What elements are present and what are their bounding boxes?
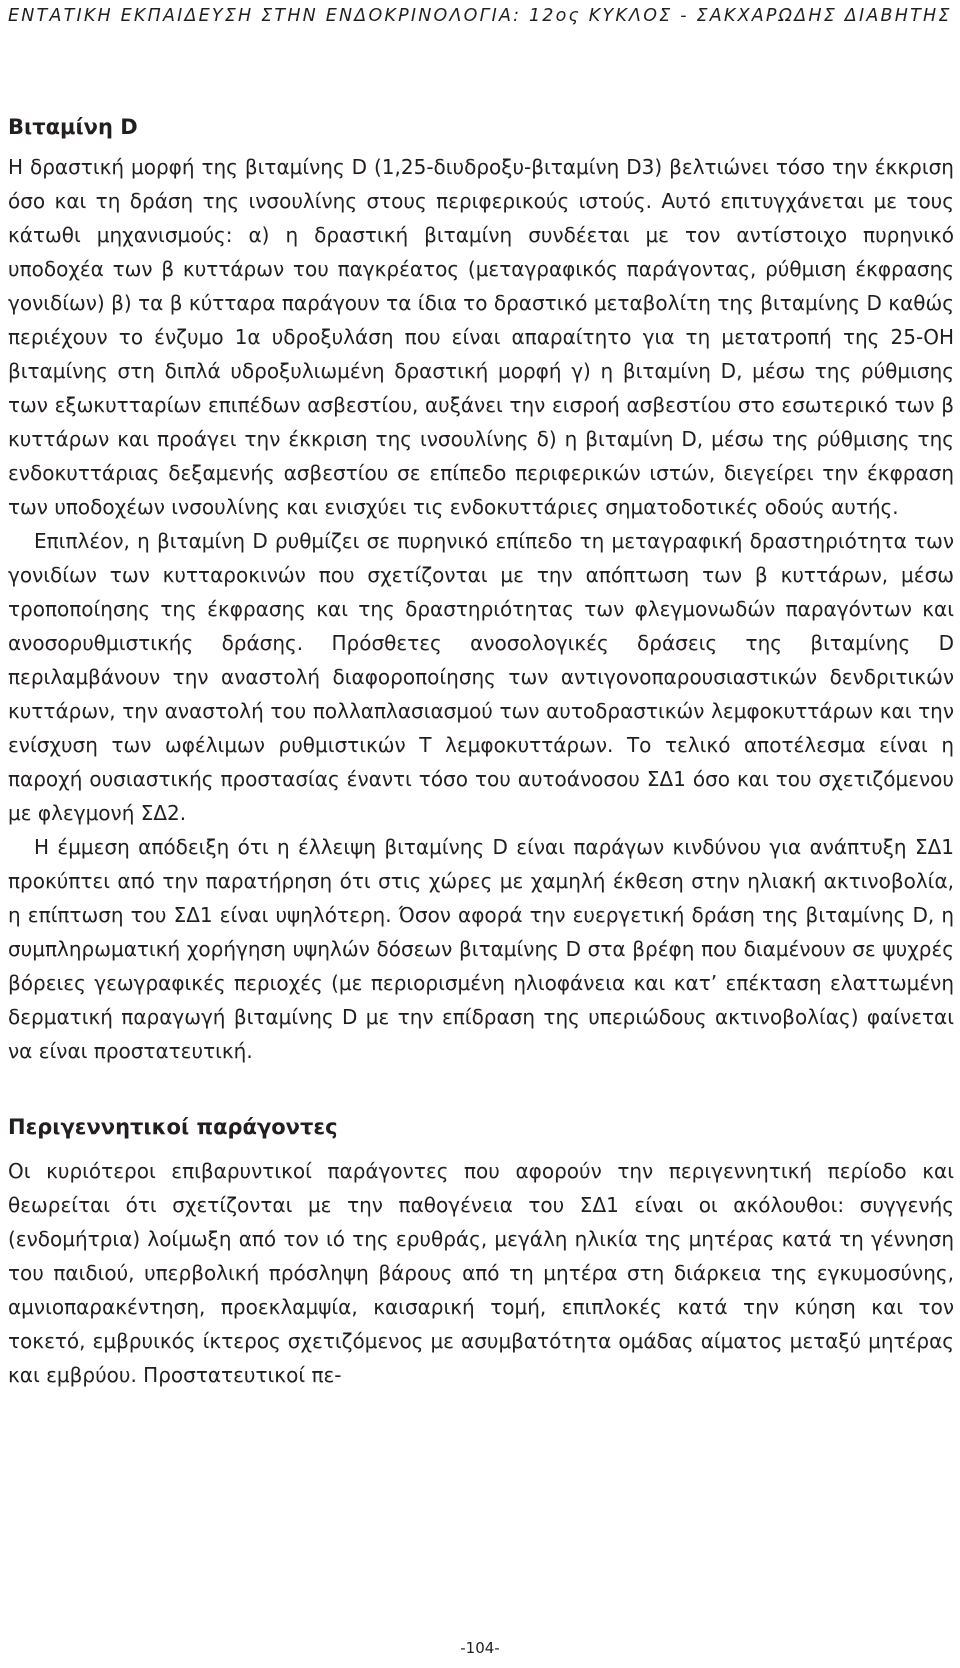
paragraph: Η έμμεση απόδειξη ότι η έλλειψη βιταμίνης D είναι παράγων κινδύνου για ανάπτυξη ΣΔ1 προκύπτει από την παρατήρηση ότι στις χώρες με χαμηλή έκθεση στην ηλιακή ακτινοβολία, η επίπτωση του ΣΔ1 είναι υψηλότερη. Όσον αφορά την ευεργετική δράση της βιταμίνης D, η συμπληρωματική χορήγηση υψηλών δόσεων βιταμίνης D στα βρέφη που διαμένουν σε ψυχρές βόρειες γεωγραφικές περιοχές (με περιορισμένη ηλιοφάνεια και κατ’ επέκταση ελαττωμένη δερματική παραγωγή βιταμίνης D με την επίδραση της υπεριώδους ακτινοβολίας) φαίνεται να είναι προστατευτική. [8, 835, 954, 1063]
section-heading-vitamin-d: Βιταμίνη D [8, 115, 138, 139]
page-number: -104- [460, 1639, 500, 1657]
section-vitamin-d [8, 112, 954, 1068]
paragraph: Η δραστική μορφή της βιταμίνης D (1,25-διυδροξυ-βιταμίνη D3) βελτιώνει τόσο την έκκριση όσο και τη δράση της ινσουλίνης στους περιφερικούς ιστούς. Αυτό επιτυγχάνεται με τους κάτωθι μηχανισμούς: α) η δραστική βιταμίνη συνδέεται με τον αντίστοιχο πυρηνικό υποδοχέα των β κυττάρων του παγκρέατος (μεταγραφικός παράγοντας, ρύθμιση έκφρασης γονιδίων) β) τα β κύτταρα παράγουν τα ίδια το δραστικό μεταβολίτη της βιταμίνης D καθώς περιέχουν το ένζυμο 1α υδροξυλάση που είναι απαραίτητο για τη μετατροπή της 25-ΟΗ βιταμίνης στη διπλά υδροξυλιωμένη δραστική μορφή γ) η βιταμίνη D, μέσω της ρύθμισης των εξωκυτταρίων επιπέδων ασβεστίου, αυξάνει την εισροή ασβεστίου στο εσωτερικό των β κυττάρων και προάγει την έκκριση της ινσουλίνης δ) η βιταμίνη D, μέσω της ρύθμισης της ενδοκυττάριας δεξαμενής ασβεστίου σε επίπεδο περιφερικών ιστών, διεγείρει την έκφραση των υποδοχέων ινσουλίνης και ενισχύει τις ενδοκυττάριες σηματοδοτικές οδούς αυτής. [8, 155, 954, 519]
paragraph: Οι κυριότεροι επιβαρυντικοί παράγοντες που αφορούν την περιγεννητική περίοδο και θεωρείται ότι σχετίζονται με την παθογένεια του ΣΔ1 είναι οι ακόλουθοι: συγγενής (ενδομήτρια) λοίμωξη από τον ιό της ερυθράς, μεγάλη ηλικία της μητέρας κατά τη γέννηση του παιδιού, υπερβολική πρόσληψη βάρους από τη μητέρα στη διάρκεια της εγκυμοσύνης, αμνιοπαρακέντηση, προεκλαμψία, καισαρική τομή, επιπλοκές κατά την κύηση και τον τοκετό, εμβρυικός ίκτερος σχετιζόμενος με ασυμβατότητα ομάδας αίματος μεταξύ μητέρας και εμβρύου. Προστατευτικοί πε- [8, 1159, 954, 1387]
section-heading-perinatal-factors: Περιγεννητικοί παράγοντες [8, 1115, 338, 1139]
page-content [8, 112, 954, 1392]
section-perinatal-factors [8, 1112, 954, 1392]
running-header: ΕΝΤΑΤΙΚΗ ΕΚΠΑΙΔΕΥΣΗ ΣΤΗΝ ΕΝΔΟΚΡΙΝΟΛΟΓΙΑ: 12ος ΚΥΚΛΟΣ - ΣΑΚΧΑΡΩΔΗΣ ΔΙΑΒΗΤΗΣ [8, 6, 952, 26]
paragraph: Επιπλέον, η βιταμίνη D ρυθμίζει σε πυρηνικό επίπεδο τη μεταγραφική δραστηριότητα των γονιδίων των κυτταροκινών που σχετίζονται με την απόπτωση των β κυττάρων, μέσω τροποποίησης της έκφρασης και της δραστηριότητας των φλεγμονωδών παραγόντων και ανοσορυθμιστικής δράσης. Πρόσθετες ανοσολογικές δράσεις της βιταμίνης D περιλαμβάνουν την αναστολή διαφοροποίησης των αντιγονοπαρουσιαστικών δενδριτικών κυττάρων, την αναστολή του πολλαπλασιασμού των αυτοδραστικών λεμφοκυττάρων και την ενίσχυση των ωφέλιμων ρυθμιστικών Τ λεμφοκυττάρων. Το τελικό αποτέλεσμα είναι η παροχή ουσιαστικής προστασίας έναντι τόσο του αυτοάνοσου ΣΔ1 όσο και του σχετιζόμενου με φλεγμονή ΣΔ2. [8, 529, 954, 825]
